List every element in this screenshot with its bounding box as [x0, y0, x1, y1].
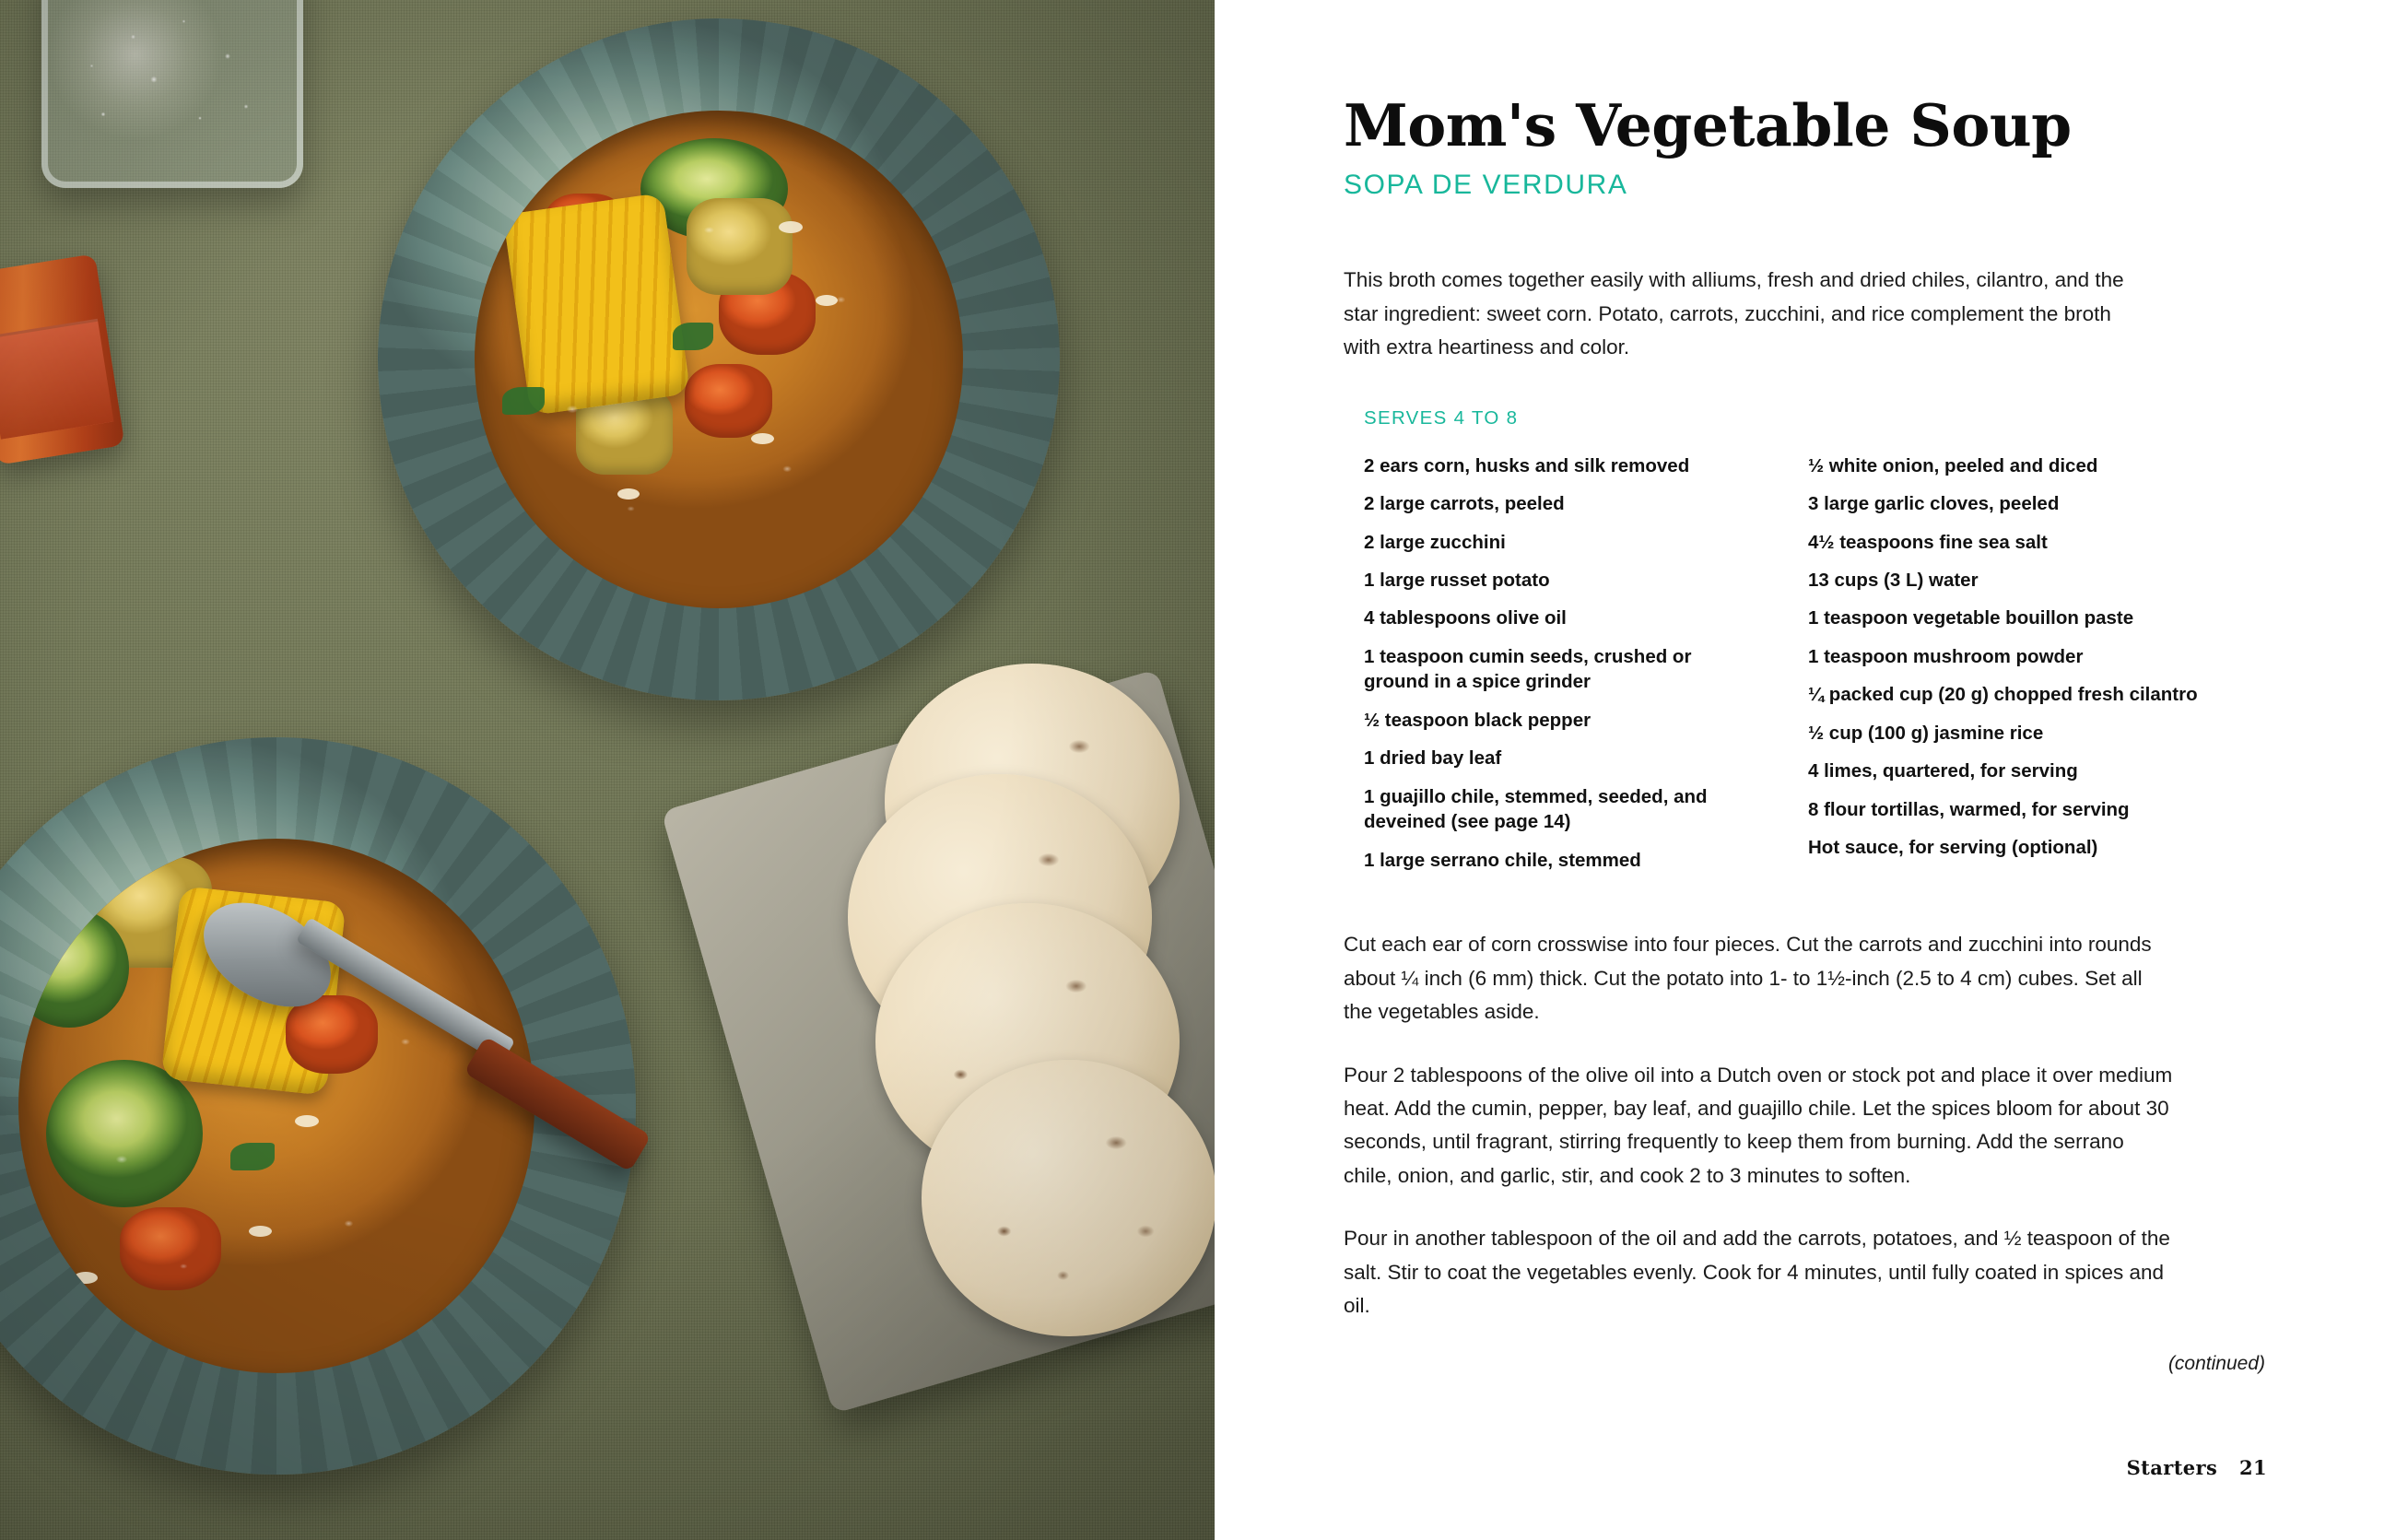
water-bubbles	[57, 0, 288, 172]
ingredient-item: 13 cups (3 L) water	[1808, 569, 1979, 591]
carrot-slice	[120, 1207, 221, 1290]
recipe-step: Pour in another tablespoon of the oil and add the carrots, potatoes, and ½ teaspoon of the salt. Stir to coat the vegetables evenly. Cook for 4 minutes, until fully coated in spices and oil.	[1344, 1227, 2170, 1318]
page-footer	[2127, 1456, 2267, 1479]
ingredient-item: ½ white onion, peeled and diced	[1808, 454, 2098, 476]
carrot-slice	[544, 194, 627, 263]
footer-section-label: Starters	[2126, 1456, 2218, 1479]
cilantro-leaf	[673, 323, 713, 350]
rice-grain	[74, 1272, 98, 1284]
ingredient-item: 2 large zucchini	[1364, 531, 1506, 553]
zucchini-slice	[640, 138, 788, 240]
ingredient-item: Hot sauce, for serving (optional)	[1808, 837, 2098, 859]
ingredient-item: 4 limes, quartered, for serving	[1808, 760, 2078, 782]
ingredient-item: ½ teaspoon black pepper	[1364, 709, 1591, 731]
ingredient-item: 1 large serrano chile, stemmed	[1364, 849, 1641, 871]
ingredient-list	[1364, 453, 2267, 887]
cilantro-leaf	[230, 1143, 275, 1170]
ingredient-item: 1 guajillo chile, stemmed, seeded, and deveined (see page 14)	[1364, 785, 1708, 833]
soup-bowl-top	[378, 18, 1060, 700]
ingredient-item: ½ cup (100 g) jasmine rice	[1808, 722, 2044, 744]
cilantro-leaf	[502, 387, 545, 415]
ingredient-item: 1 teaspoon vegetable bouillon paste	[1808, 607, 2134, 629]
recipe-step: Pour 2 tablespoons of the olive oil into a Dutch oven or stock pot and place it over medium heat. Add the cumin, pepper, bay leaf, and guajillo chile. Let the spices bloom for about 30 seconds, until fragrant, stirring frequently to keep them from burning. Add the serrano chile, onion, and garlic, stir, and cook 2 to 3 minutes to soften.	[1344, 1063, 2173, 1187]
recipe-title: Mom's Vegetable Soup	[1344, 91, 2072, 159]
ingredient-item: 3 large garlic cloves, peeled	[1808, 493, 2060, 515]
potato-cube	[687, 198, 793, 295]
ingredient-column-right	[1808, 453, 2204, 887]
recipe-intro: This broth comes together easily with alliums, fresh and dried chiles, cilantro, and the star ingredient: sweet corn. Potato, carrots, zucchini, and rice complement the broth with extra heartiness and color.	[1344, 268, 2124, 359]
rice-grain	[249, 1226, 272, 1237]
ingredient-item: ¼ packed cup (20 g) chopped fresh cilantro	[1808, 684, 2198, 706]
soup-broth-top	[475, 111, 963, 608]
recipe-step: Cut each ear of corn crosswise into four pieces. Cut the carrots and zucchini into rounds about ¼ inch (6 mm) thick. Cut the potato into 1- to 1½-inch (2.5 to 4 cm) cubes. Set all the vegetables aside.	[1344, 933, 2152, 1024]
ingredient-column-left	[1364, 453, 1760, 887]
ingredient-item: 2 large carrots, peeled	[1364, 493, 1565, 515]
rice-grain	[779, 221, 803, 233]
ingredient-item: 1 large russet potato	[1364, 569, 1550, 591]
water-glass	[41, 0, 303, 188]
continued-note: (continued)	[2167, 1352, 2265, 1374]
corn-cob-piece	[503, 193, 691, 416]
recipe-steps	[1344, 928, 2267, 1323]
recipe-subtitle: SOPA DE VERDURA	[1344, 170, 1628, 201]
hot-sauce-label	[0, 319, 113, 440]
footer-page-number: 21	[2238, 1456, 2267, 1479]
ingredient-item: 4 tablespoons olive oil	[1364, 607, 1567, 629]
tortilla	[922, 1060, 1215, 1336]
recipe-serves: SERVES 4 TO 8	[1364, 406, 1519, 429]
zucchini-slice	[46, 1060, 203, 1207]
potato-cube	[576, 387, 673, 475]
potato-cube	[92, 857, 212, 968]
rice-grain	[617, 488, 640, 500]
ingredient-item: 1 teaspoon mushroom powder	[1808, 645, 2084, 667]
ingredient-item: 8 flour tortillas, warmed, for serving	[1808, 798, 2130, 820]
zucchini-slice	[18, 908, 129, 1028]
carrot-slice	[719, 272, 816, 355]
rice-grain	[295, 1115, 319, 1127]
recipe-text-page	[1215, 0, 2396, 1540]
ingredient-item: 4½ teaspoons fine sea salt	[1808, 531, 2048, 553]
ingredient-item: 1 dried bay leaf	[1364, 747, 1502, 770]
carrot-slice	[685, 364, 772, 438]
ingredient-item: 2 ears corn, husks and silk removed	[1364, 454, 1690, 476]
rice-grain	[816, 295, 838, 306]
carrot-slice	[286, 995, 378, 1074]
ingredient-item: 1 teaspoon cumin seeds, crushed or ground in a spice grinder	[1364, 645, 1692, 693]
rice-grain	[751, 433, 774, 444]
